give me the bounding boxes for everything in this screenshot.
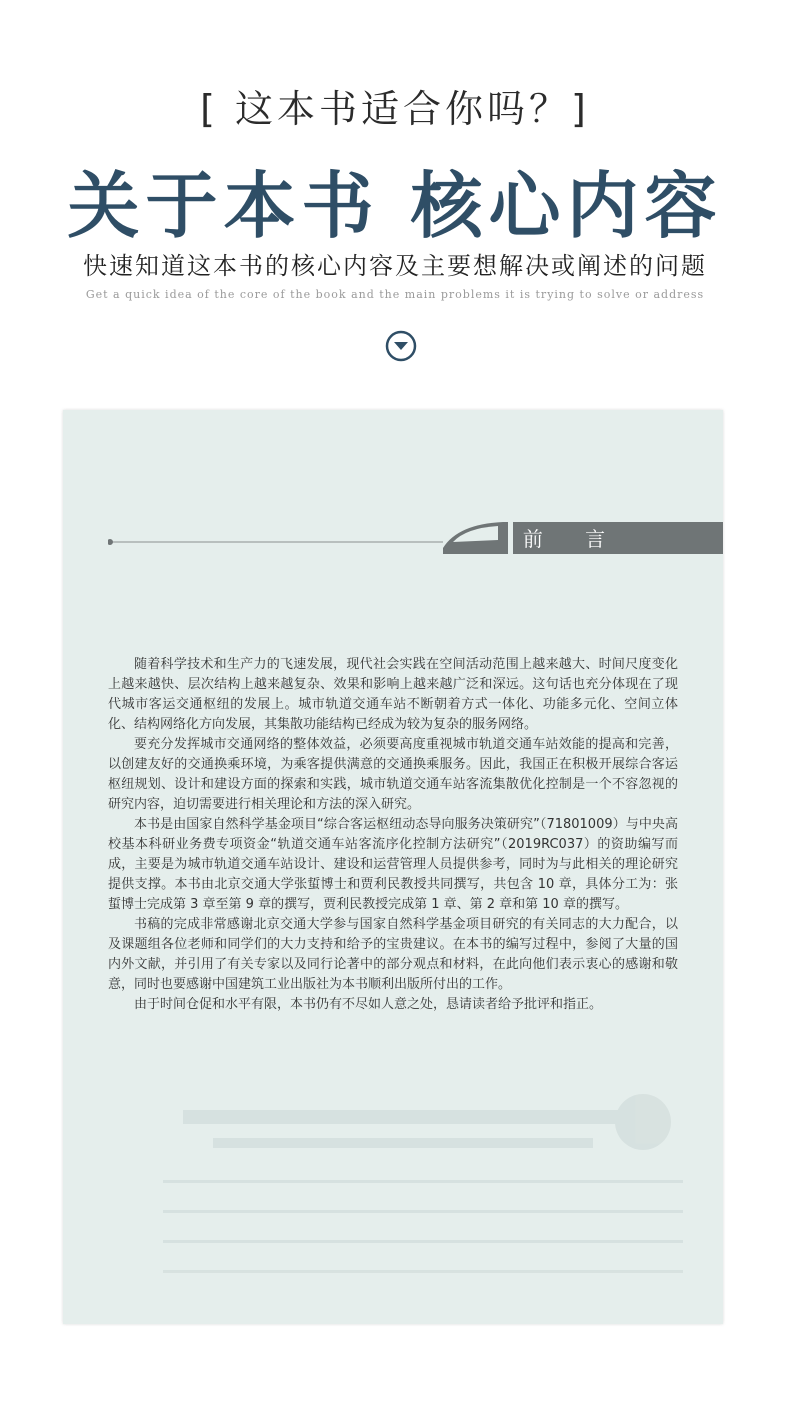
paragraph: 要充分发挥城市交通网络的整体效益，必须要高度重视城市轨道交通车站效能的提高和完善，以创建友好的交通换乘环境，为乘客提供满意的交通换乘服务。因此，我国正在积极开展综合客运枢纽规划、设计和建设方面的探索和实践，城市轨道交通车站客流集散优化控制是一个不容忽视的研究内容，迫切需要进行相关理论和方法的深入研究。 [108, 737, 678, 812]
english-subtitle: Get a quick idea of the core of the book and the main problems it is trying to solve or address [85, 288, 705, 301]
bracket-title: [ 这本书适合你吗？] [200, 87, 590, 131]
subtitle: 快速知道这本书的核心内容及主要想解决或阐述的问题 [83, 252, 707, 280]
preface-body [108, 655, 678, 1015]
main-title: 关于本书 核心内容 [67, 163, 723, 248]
paragraph: 随着科学技术和生产力的飞速发展，现代社会实践在空间活动范围上越来越大、时间尺度变化上越来越快、层次结构上越来越复杂、效果和影响上越来越广泛和深远。这句话也充分体现在了现代城市客运交通枢纽的发展上。城市轨道交通车站不断朝着方式一体化、功能多元化、空间立体化、结构网络化方向发展，其集散功能结构已经成为较为复杂的服务网络。 [108, 657, 678, 732]
chevron-down-circle-icon[interactable] [385, 330, 417, 362]
paragraph: 本书是由国家自然科学基金项目“综合客运枢纽动态导向服务决策研究”（71801009）与中央高校基本科研业务费专项资金“轨道交通车站客流序化控制方法研究”（2019RC037）的资助编写而成，主要是为城市轨道交通车站设计、建设和运营管理人员提供参考，同时为与此相关的理论研究提供支撑。本书由北京交通大学张蜇博士和贾利民教授共同撰写，共包含 10 章，具体分工为：张蜇博士完成第 3 章至第 9 章的撰写，贾利民教授完成第 1 章、第 2 章和第 10 章的撰写。 [108, 817, 678, 912]
paragraph: 书稿的完成非常感谢北京交通大学参与国家自然科学基金项目研究的有关同志的大力配合，以及课题组各位老师和同学们的大力支持和给予的宝贵建议。在本书的编写过程中，参阅了大量的国内外文献，并引用了有关专家以及同行论著中的部分观点和材料，在此向他们表示衷心的感谢和敬意，同时也要感谢中国建筑工业出版社为本书顺利出版所付出的工作。 [108, 917, 678, 992]
paragraph: 由于时间仓促和水平有限，本书仍有不尽如人意之处，恳请读者给予批评和指正。 [134, 997, 603, 1012]
preface-heading: 前 言 [522, 527, 624, 551]
book-page-photo [63, 410, 723, 1324]
